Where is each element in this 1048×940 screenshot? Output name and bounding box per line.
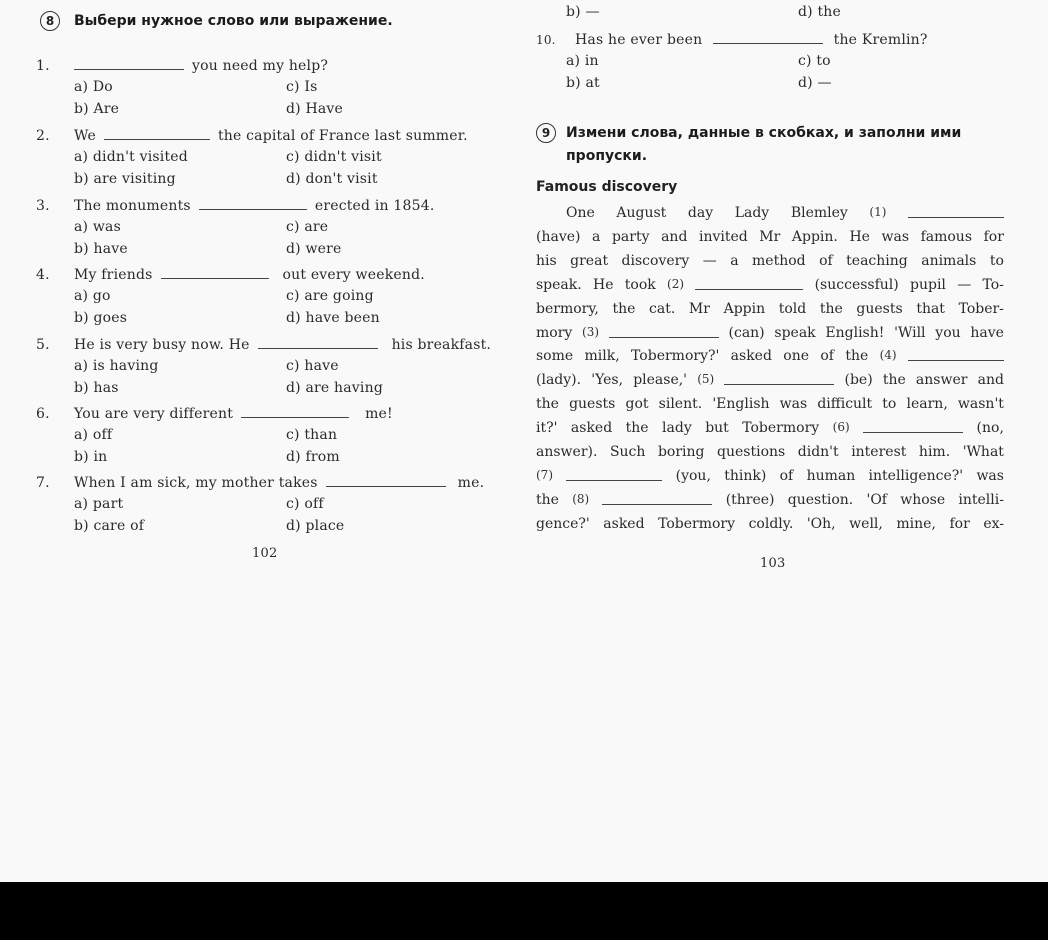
- question-3: [36, 197, 434, 214]
- story-word: answer).: [536, 444, 598, 460]
- question-text-after: erected in 1854.: [314, 198, 435, 214]
- question-text-before: The monuments: [74, 198, 191, 214]
- story-word: him.: [918, 444, 951, 460]
- story-word: have: [970, 324, 1004, 341]
- question-10-option-d: d) —: [798, 75, 832, 91]
- story-word: 'What: [962, 444, 1004, 460]
- story-word: some: [536, 348, 574, 365]
- story-word: He: [849, 228, 870, 245]
- story-word: Mr: [688, 300, 710, 317]
- story-word: you: [935, 324, 961, 341]
- story-line: [536, 396, 1004, 412]
- exercise-9-number-badge: [536, 123, 556, 143]
- story-word: Lady: [734, 205, 770, 221]
- answer-option[interactable]: c) are: [286, 219, 329, 235]
- story-line: [536, 229, 1004, 245]
- story-word: got: [625, 396, 649, 413]
- story-word: One: [566, 205, 595, 221]
- story-word: Tober-: [958, 300, 1004, 317]
- story-line: [536, 253, 1004, 269]
- answer-option[interactable]: d) don't visit: [286, 171, 378, 187]
- question-5: [36, 336, 491, 353]
- story-word: it?': [536, 420, 558, 437]
- story-word: but: [705, 420, 729, 437]
- story-line: [536, 444, 1004, 460]
- gap-blank[interactable]: [724, 372, 834, 385]
- answer-option[interactable]: a) go: [74, 288, 111, 304]
- answer-blank[interactable]: [326, 474, 446, 487]
- exercise-9-title-line-1: Измени слова, данные в скобках, и заполни ими: [566, 125, 962, 141]
- question-10-text-after: the Kremlin?: [833, 32, 928, 48]
- story-word: to: [989, 252, 1004, 269]
- answer-option[interactable]: d) were: [286, 241, 342, 257]
- story-word: (4): [879, 348, 897, 363]
- question-text-after: me.: [457, 475, 485, 491]
- story-word: (successful): [814, 276, 899, 293]
- story-word: gence?': [536, 515, 590, 532]
- question-6: [36, 405, 393, 422]
- answer-option[interactable]: c) Is: [286, 79, 318, 95]
- story-word: intelli-: [958, 491, 1004, 508]
- story-word: question.: [787, 491, 854, 508]
- question-number: 3.: [36, 198, 50, 214]
- story-word: (be): [844, 372, 873, 389]
- answer-option[interactable]: a) Do: [74, 79, 113, 95]
- question-number: 5.: [36, 337, 50, 353]
- story-word: Appin.: [791, 228, 838, 245]
- question-10-blank[interactable]: [713, 31, 823, 44]
- answer-option[interactable]: b) are visiting: [74, 171, 176, 187]
- story-word: questions: [717, 444, 786, 460]
- exercise-9-number: 9: [541, 126, 551, 140]
- story-word: 'Will: [894, 324, 926, 341]
- story-word: Appin: [723, 300, 766, 317]
- answer-option[interactable]: c) didn't visit: [286, 149, 382, 165]
- story-word: (lady).: [536, 372, 582, 389]
- story-word: (8): [572, 491, 590, 506]
- story-word: answer: [915, 372, 968, 389]
- story-title: Famous discovery: [536, 179, 678, 195]
- story-word: cat.: [649, 300, 676, 317]
- question-10: [536, 31, 928, 48]
- story-word: think): [724, 467, 767, 484]
- story-word: party: [611, 228, 650, 245]
- story-word: great: [570, 252, 609, 269]
- story-word: (5): [697, 372, 715, 387]
- story-word: the: [612, 300, 636, 317]
- question-10-option-c: c) to: [798, 53, 831, 69]
- question-number: 2.: [36, 128, 50, 144]
- answer-option[interactable]: c) are going: [286, 288, 374, 304]
- story-word: intelligence?': [868, 467, 964, 484]
- story-word: was: [881, 228, 910, 245]
- story-word: was: [976, 467, 1004, 484]
- story-word: wasn't: [957, 396, 1004, 413]
- story-word: whose: [900, 491, 946, 508]
- story-word: coldly.: [748, 515, 794, 532]
- story-word: the: [536, 491, 559, 508]
- question-text-after: his breakfast.: [391, 337, 492, 353]
- gap-blank[interactable]: [695, 277, 803, 290]
- answer-blank[interactable]: [74, 57, 184, 70]
- question-1: [36, 57, 328, 74]
- question-2: [36, 127, 468, 144]
- story-word: milk,: [584, 348, 620, 365]
- story-word: Tobermory: [658, 515, 736, 532]
- answer-option[interactable]: b) Are: [74, 101, 120, 117]
- story-line: [536, 468, 1004, 484]
- story-line: [536, 516, 1004, 532]
- story-word: of: [779, 467, 794, 484]
- question-7: [36, 474, 484, 491]
- answer-option[interactable]: c) have: [286, 358, 339, 374]
- story-line: [536, 325, 1004, 341]
- answer-option[interactable]: a) off: [74, 427, 113, 443]
- story-word: Tobermory: [742, 420, 820, 437]
- exercise-8-number: 8: [45, 14, 55, 28]
- story-word: and: [977, 372, 1004, 389]
- story-word: please,': [633, 372, 688, 389]
- story-word: was: [779, 396, 808, 413]
- story-word: that: [916, 300, 945, 317]
- story-word: (three): [725, 491, 775, 508]
- story-word: a: [730, 252, 739, 269]
- question-4: [36, 266, 425, 283]
- answer-blank[interactable]: [161, 266, 269, 279]
- story-word: pupil: [910, 276, 946, 293]
- story-word: teaching: [846, 252, 908, 269]
- answer-option[interactable]: a) is having: [74, 358, 159, 374]
- story-word: (have): [536, 228, 581, 245]
- story-word: Such: [609, 444, 646, 460]
- story-line: [536, 348, 1004, 364]
- story-word: (you,: [675, 467, 711, 484]
- question-text-before: You are very different: [74, 406, 234, 422]
- story-word: difficult: [817, 396, 873, 413]
- story-word: asked: [570, 420, 613, 437]
- gap-blank[interactable]: [863, 420, 963, 433]
- story-word: boring: [657, 444, 705, 460]
- story-word: asked: [603, 515, 645, 532]
- story-word: guests: [569, 396, 616, 413]
- story-word: one: [783, 348, 810, 365]
- story-word: (no,: [976, 420, 1004, 437]
- question-number: 1.: [36, 58, 50, 74]
- answer-option[interactable]: b) care of: [74, 518, 145, 534]
- q9-option-b: b) —: [566, 4, 600, 20]
- answer-option[interactable]: c) off: [286, 496, 324, 512]
- story-word: mine,: [896, 515, 936, 532]
- story-word: lady: [662, 420, 692, 437]
- answer-option[interactable]: a) was: [74, 219, 121, 235]
- story-word: day: [687, 205, 714, 221]
- question-text-before: He is very busy now. He: [74, 337, 250, 353]
- answer-option[interactable]: a) didn't visited: [74, 149, 188, 165]
- story-word: Blemley: [790, 205, 848, 221]
- story-word: (can): [728, 324, 765, 341]
- story-word: speak.: [536, 276, 582, 293]
- gap-blank[interactable]: [908, 205, 1004, 218]
- question-text-before: We: [74, 128, 96, 144]
- story-word: (7): [536, 467, 553, 482]
- story-word: took: [624, 276, 656, 293]
- q9-option-d: d) the: [798, 4, 842, 20]
- answer-option[interactable]: b) have: [74, 241, 128, 257]
- story-word: ex-: [983, 515, 1004, 532]
- story-word: the: [882, 372, 906, 389]
- story-word: 'Oh,: [806, 515, 836, 532]
- question-text-after: the capital of France last summer.: [217, 128, 468, 144]
- story-word: To-: [982, 276, 1004, 293]
- story-word: guests: [856, 300, 903, 317]
- story-word: the: [536, 396, 559, 413]
- answer-option[interactable]: a) part: [74, 496, 124, 512]
- story-line: [536, 301, 1004, 317]
- story-word: (1): [869, 205, 887, 219]
- story-word: didn't: [797, 444, 839, 460]
- answer-option[interactable]: d) are having: [286, 380, 383, 396]
- answer-option[interactable]: d) place: [286, 518, 345, 534]
- answer-blank[interactable]: [241, 405, 349, 418]
- left-page-number: 102: [252, 546, 278, 561]
- story-word: discovery: [621, 252, 690, 269]
- exercise-8-title: Выбери нужное слово или выражение.: [74, 13, 393, 29]
- story-line: [566, 205, 1004, 221]
- story-word: for: [983, 228, 1004, 245]
- story-word: told: [778, 300, 807, 317]
- question-number: 4.: [36, 267, 50, 283]
- story-word: and: [661, 228, 688, 245]
- story-word: to: [882, 396, 897, 413]
- answer-option[interactable]: b) has: [74, 380, 119, 396]
- story-word: English!: [825, 324, 885, 341]
- question-text-before: My friends: [74, 267, 153, 283]
- story-word: the: [845, 348, 869, 365]
- gap-blank[interactable]: [566, 468, 662, 481]
- story-word: the: [625, 420, 649, 437]
- story-word: Tobermory?': [631, 348, 720, 365]
- gap-blank[interactable]: [908, 348, 1004, 361]
- answer-option[interactable]: d) have been: [286, 310, 380, 326]
- exercise-8-number-badge: [40, 11, 60, 31]
- story-word: animals: [921, 252, 977, 269]
- story-word: speak: [774, 324, 816, 341]
- story-word: his: [536, 252, 557, 269]
- answer-option[interactable]: c) than: [286, 427, 338, 443]
- story-word: August: [616, 205, 667, 221]
- gap-blank[interactable]: [602, 492, 712, 505]
- story-word: (2): [667, 276, 685, 291]
- story-word: for: [949, 515, 970, 532]
- story-word: method: [752, 252, 806, 269]
- right-page-number: 103: [760, 556, 786, 571]
- answer-option[interactable]: d) Have: [286, 101, 344, 117]
- story-word: interest: [851, 444, 907, 460]
- question-10-option-b: b) at: [566, 75, 600, 91]
- story-word: asked: [730, 348, 772, 365]
- answer-option[interactable]: d) from: [286, 449, 340, 465]
- story-line: [536, 372, 1004, 388]
- story-line: [536, 492, 1004, 508]
- gap-blank[interactable]: [609, 325, 719, 338]
- story-line: [536, 420, 1004, 436]
- story-word: —: [957, 276, 972, 293]
- question-10-option-a: a) in: [566, 53, 599, 69]
- story-word: human: [806, 467, 856, 484]
- story-word: of: [820, 348, 834, 365]
- question-text-after: out every weekend.: [282, 267, 425, 283]
- story-word: 'Yes,: [591, 372, 624, 389]
- story-word: He: [593, 276, 614, 293]
- story-word: invited: [698, 228, 748, 245]
- question-number: 6.: [36, 406, 50, 422]
- answer-blank[interactable]: [258, 336, 378, 349]
- story-word: 'Of: [866, 491, 887, 508]
- story-line: [536, 277, 1004, 293]
- story-word: (6): [832, 420, 850, 435]
- story-word: —: [702, 252, 717, 269]
- story-word: Mr: [759, 228, 781, 245]
- story-word: of: [819, 252, 833, 269]
- story-word: (3): [582, 324, 600, 339]
- answer-option[interactable]: b) goes: [74, 310, 128, 326]
- exercise-9-title-line-2: пропуски.: [566, 148, 648, 164]
- story-word: 'English: [712, 396, 770, 413]
- question-text-before: When I am sick, my mother takes: [74, 475, 318, 491]
- story-word: mory: [536, 324, 573, 341]
- question-10-text-before: Has he ever been: [575, 32, 703, 48]
- story-word: silent.: [658, 396, 703, 413]
- bottom-black-band: [0, 882, 1048, 940]
- story-word: a: [592, 228, 601, 245]
- story-word: learn,: [906, 396, 948, 413]
- answer-option[interactable]: b) in: [74, 449, 108, 465]
- answer-blank[interactable]: [199, 197, 307, 210]
- question-number: 7.: [36, 475, 50, 491]
- answer-blank[interactable]: [104, 127, 210, 140]
- story-word: famous: [920, 228, 973, 245]
- story-word: the: [819, 300, 843, 317]
- question-text-after: you need my help?: [192, 58, 329, 74]
- question-10-number: 10.: [536, 33, 556, 47]
- question-text-after: me!: [365, 406, 393, 422]
- story-word: well,: [849, 515, 883, 532]
- story-word: bermory,: [536, 300, 599, 317]
